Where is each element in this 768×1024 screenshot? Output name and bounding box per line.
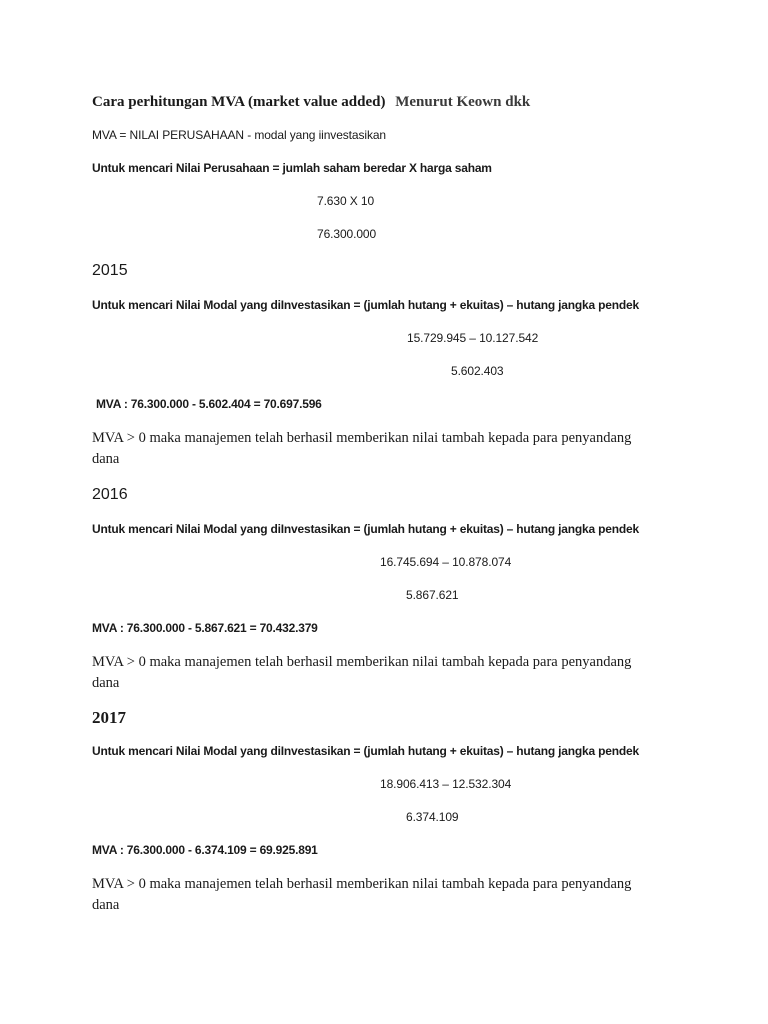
year-heading-2017: 2017: [92, 708, 126, 727]
modal-formula-2017: Untuk mencari Nilai Modal yang diInvestasikan = (jumlah hutang + ekuitas) – hutang jangka pendek: [92, 744, 639, 758]
title-main: Cara perhitungan MVA (market value added): [92, 94, 386, 110]
modal-calc-2017: 18.906.413 – 12.532.304: [380, 777, 512, 791]
title-source: Menurut Keown dkk: [395, 94, 531, 110]
conclusion-2017-line1: MVA > 0 maka manajemen telah berhasil memberikan nilai tambah kepada para penyandang: [92, 876, 632, 892]
conclusion-2016-line1: MVA > 0 maka manajemen telah berhasil memberikan nilai tambah kepada para penyandang: [92, 654, 632, 670]
conclusion-2015-line1: MVA > 0 maka manajemen telah berhasil memberikan nilai tambah kepada para penyandang: [92, 430, 632, 446]
modal-result-2017: 6.374.109: [406, 810, 459, 824]
document-title: [92, 95, 530, 110]
modal-result-2015: 5.602.403: [451, 364, 504, 378]
nilai-perusahaan-calc: 7.630 X 10: [317, 194, 375, 208]
mva-result-2016: MVA : 76.300.000 - 5.867.621 = 70.432.379: [92, 621, 318, 635]
conclusion-2015-line2: dana: [92, 451, 120, 467]
nilai-perusahaan-result: 76.300.000: [317, 227, 377, 241]
year-heading-2016: 2016: [92, 486, 128, 503]
modal-formula-2016: Untuk mencari Nilai Modal yang diInvestasikan = (jumlah hutang + ekuitas) – hutang jangka pendek: [92, 522, 639, 536]
mva-result-2017: MVA : 76.300.000 - 6.374.109 = 69.925.891: [92, 843, 318, 857]
mva-formula: MVA = NILAI PERUSAHAAN - modal yang iinvestasikan: [92, 128, 386, 142]
modal-calc-2016: 16.745.694 – 10.878.074: [380, 555, 512, 569]
modal-calc-2015: 15.729.945 – 10.127.542: [407, 331, 539, 345]
nilai-perusahaan-formula: Untuk mencari Nilai Perusahaan = jumlah saham beredar X harga saham: [92, 161, 492, 175]
year-heading-2015: 2015: [92, 262, 128, 279]
conclusion-2017-line2: dana: [92, 897, 120, 913]
modal-formula-2015: Untuk mencari Nilai Modal yang diInvestasikan = (jumlah hutang + ekuitas) – hutang jangka pendek: [92, 298, 639, 312]
mva-result-2015: MVA : 76.300.000 - 5.602.404 = 70.697.596: [96, 397, 322, 411]
modal-result-2016: 5.867.621: [406, 588, 459, 602]
conclusion-2016-line2: dana: [92, 675, 120, 691]
